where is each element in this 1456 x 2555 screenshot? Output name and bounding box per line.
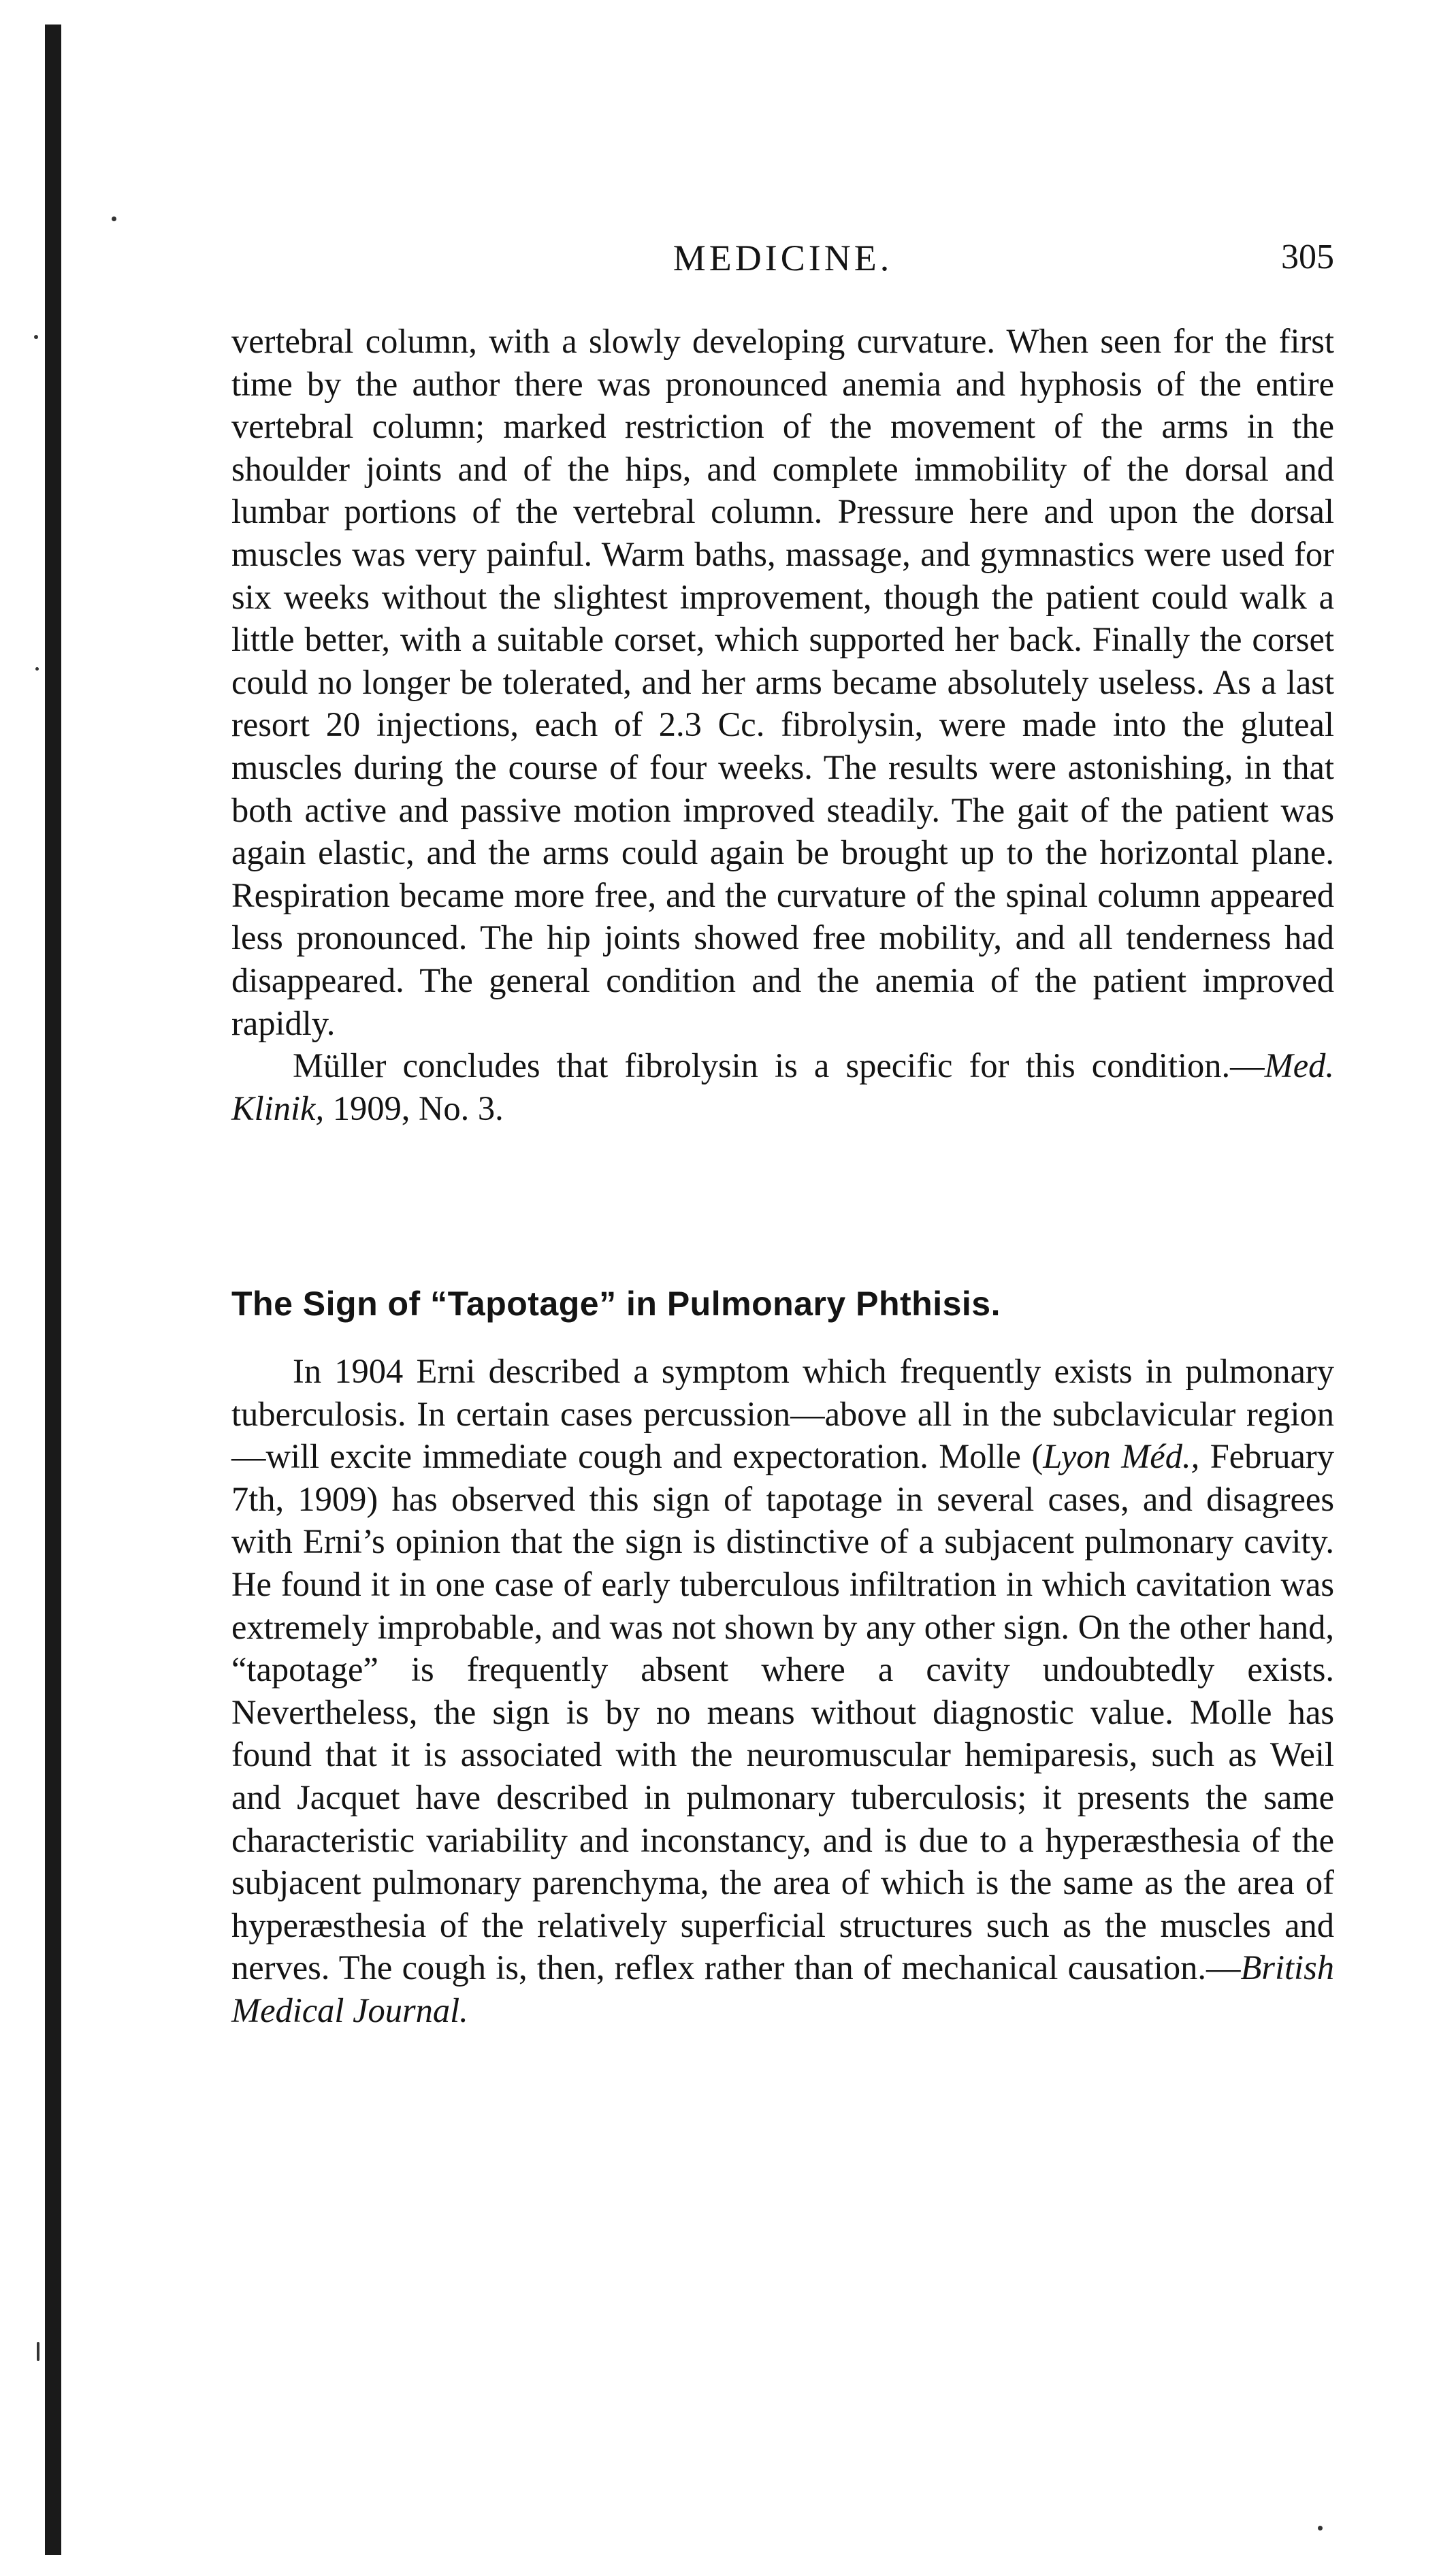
page-number: 305 (1281, 238, 1334, 276)
running-head (231, 237, 1334, 291)
running-title: MEDICINE. (673, 238, 893, 278)
binding-edge (45, 25, 61, 2555)
section-heading-tapotage: The Sign of “Tapotage” in Pulmonary Phthisis. (231, 1285, 1001, 1323)
paragraph-conclusion (231, 1044, 1334, 1129)
scan-speck (35, 667, 39, 671)
paragraph-case-report: vertebral column, with a slowly developing curvature. When seen for the first time by the author there was pronounced anemia and hyphosis of the entire vertebral column; marked restriction of the movement of the arms in the shoulder joints and of the hips, and complete immobility of the dorsal and lumbar portions of the vertebral column. Pressure here and upon the dorsal muscles was very painful. Warm baths, massage, and gymnastics were used for six weeks without the slightest improvement, though the patient could walk a little better, with a suitable corset, which supported her back. Finally the corset could no longer be tolerated, and her arms became absolutely useless. As a last resort 20 injections, each of 2.3 Cc. fibrolysin, were made into the gluteal muscles during the course of four weeks. The results were astonishing, in that both active and passive motion improved steadily. The gait of the patient was again elastic, and the arms could again be brought up to the horizontal plane. Respiration became more free, and the curvature of the spinal column appeared less pronounced. The hip joints showed free mobility, and all tenderness had disappeared. The general condition and the anemia of the patient improved rapidly. (231, 322, 1334, 1042)
conclusion-text: Müller concludes that fibrolysin is a specific for this condition.— (293, 1046, 1265, 1085)
scan-speck (34, 335, 38, 339)
scan-speck (37, 2342, 39, 2361)
citation-med-klinik: Med. Klinik, (231, 1046, 1334, 1127)
tapotage-text-a: In 1904 Erni described a symptom which frequently exists in pulmonary tuberculosis. In certain cases percussion—above all in the subclavicular region—will excite immediate cough and expectoration. Molle ( (231, 1352, 1334, 1476)
citation-lyon-med: Lyon Méd., (1043, 1437, 1200, 1476)
tapotage-text-b: February 7th, 1909) has observed this sign of tapotage in several cases, and disagrees with Erni’s opinion that the sign is distinctive of a subjacent pulmonary cavity. He found it in one case of early tuberculous infiltration in which cavitation was extremely improbable, and was not shown by any other sign. On the other hand, “tapotage” is frequently absent where a cavity undoubtedly exists. Nevertheless, the sign is by no means without diagnostic value. Molle has found that it is associated with the neuromuscular hemiparesis, such as Weil and Jacquet have described in pulmonary tuberculosis; it presents the same characteristic variability and inconstancy, and is due to a hyperæsthesia of the subjacent pulmonary parenchyma, the area of which is the same as the area of hyperæsthesia of the relatively superficial structures such as the muscles and nerves. The cough is, then, reflex rather than of mechanical causation.— (231, 1437, 1334, 1987)
paragraph-tapotage (231, 1350, 1334, 2032)
section-tapotage-text (231, 1350, 1334, 2032)
section-fibrolysin-text (231, 320, 1334, 1129)
citation-tail: 1909, No. 3. (324, 1089, 504, 1127)
scan-speck (1318, 2526, 1323, 2530)
citation-british-medical-journal: British Medical Journal. (231, 1948, 1334, 2029)
scan-speck (112, 216, 116, 221)
